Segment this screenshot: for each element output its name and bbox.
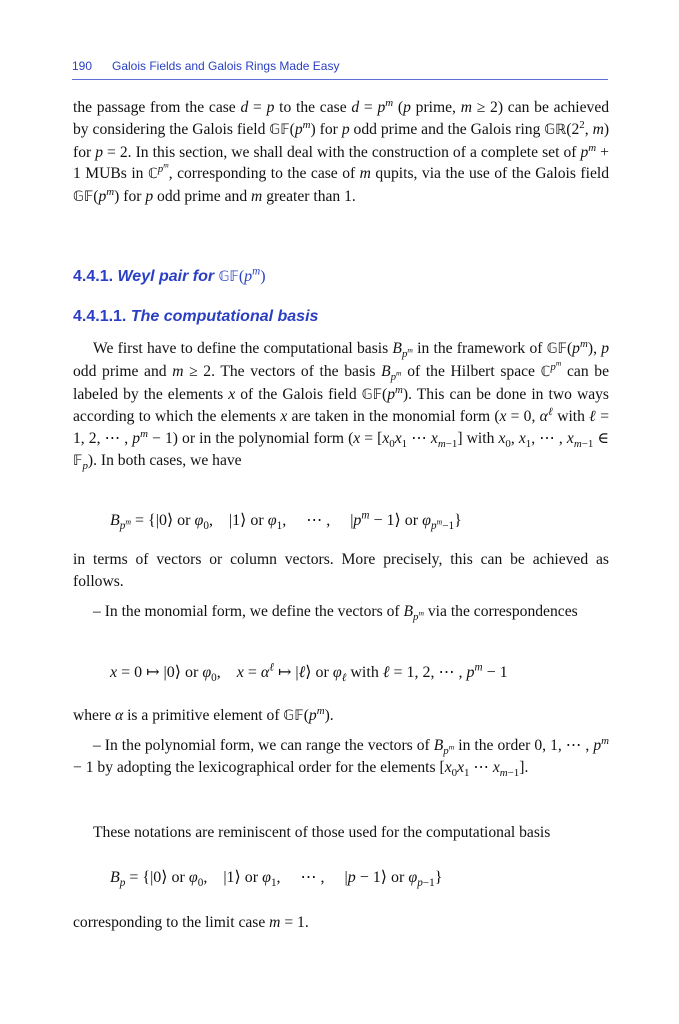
equation-2: x = 0 ↦ |0⟩ or $\varphi_0$, $x = \alpha^\ell$ ↦ |ℓ⟩ or $\varphi_\ell$ with ℓ = 1, 2, ⋯ , $p^m - 1$ bbox=[110, 661, 508, 685]
paragraph-2: We first have to define the computational basis $B_{p^m}$ in the framework of $𝔾𝔽(p^m)$, p odd prime and m ≥ 2. The vectors of the basis $B_{p^m}$ of the Hilbert space ℂ$^{p^m}$ can be labeled by the elements x of the Galois field $𝔾𝔽(p^m)$. This can be done in two ways according to which the elements x are taken in the monomial form (x = 0, $\alpha^\ell$ with ℓ = 1, 2, ⋯ , $p^m - 1$) or in the polynomial form ($x = [x_0x_1$ ⋯ $x_{m-1}$] with $x_0$, $x_1$, ⋯ , $x_{m-1}$ ∈ 𝔽$_p$). In both cases, we have bbox=[73, 337, 610, 473]
equation-1: $B_{p^m}$ = {|0⟩ or $\varphi_0$, |1⟩ or $\varphi_1$, ⋯ , $|p^m$ − 1⟩ or $\varphi_{p^m-1}$} bbox=[110, 509, 462, 533]
equation-3: $B_p$ = {|0⟩ or $\varphi_0$, |1⟩ or $\varphi_1$, ⋯ , |p − 1⟩ or $\varphi_{p-1}$} bbox=[110, 869, 443, 890]
paragraph-6: – In the polynomial form, we can range the vectors of $B_{p^m}$ in the order 0, 1, ⋯ , $p^m - 1$ by adopting the lexicographical order for the elements [$x_0x_1$ ⋯ $x_{m-1}$]. bbox=[73, 734, 609, 779]
paragraph-1: the passage from the case d = p to the case $d = p^m$ (p prime, m ≥ 2) can be achieved by considering the Galois field $𝔾𝔽(p^m)$ for p odd prime and the Galois ring $𝔾ℝ(2^2$, m) for p = 2. In this section, we shall deal with the construction of a complete set of $p^m + 1$ MUBs in ℂ$^{p^m}$, corresponding to the case of m qupits, via the use of the Galois field $𝔾𝔽(p^m)$ for p odd prime and m greater than 1. bbox=[73, 96, 610, 206]
running-title: Galois Fields and Galois Rings Made Easy bbox=[112, 59, 340, 73]
paragraph-7: These notations are reminiscent of those used for the computational basis bbox=[93, 824, 551, 841]
paragraph-4: – In the monomial form, we define the vectors of $B_{p^m}$ via the correspondences bbox=[93, 603, 578, 624]
subsection-heading: 4.4.1.1. The computational basis bbox=[73, 308, 319, 325]
paragraph-5: where α is a primitive element of $𝔾𝔽(p^m)$. bbox=[73, 704, 334, 724]
paragraph-3: in terms of vectors or column vectors. More precisely, this can be achieved as follows. bbox=[73, 551, 609, 590]
section-heading: 4.4.1. Weyl pair for $𝔾𝔽(p^m)$ bbox=[73, 265, 266, 285]
paragraph-8: corresponding to the limit case m = 1. bbox=[73, 914, 309, 931]
section-heading-math: $𝔾𝔽(p^m)$ bbox=[218, 265, 266, 285]
page-number: 190 bbox=[72, 59, 93, 73]
running-header bbox=[72, 57, 608, 80]
